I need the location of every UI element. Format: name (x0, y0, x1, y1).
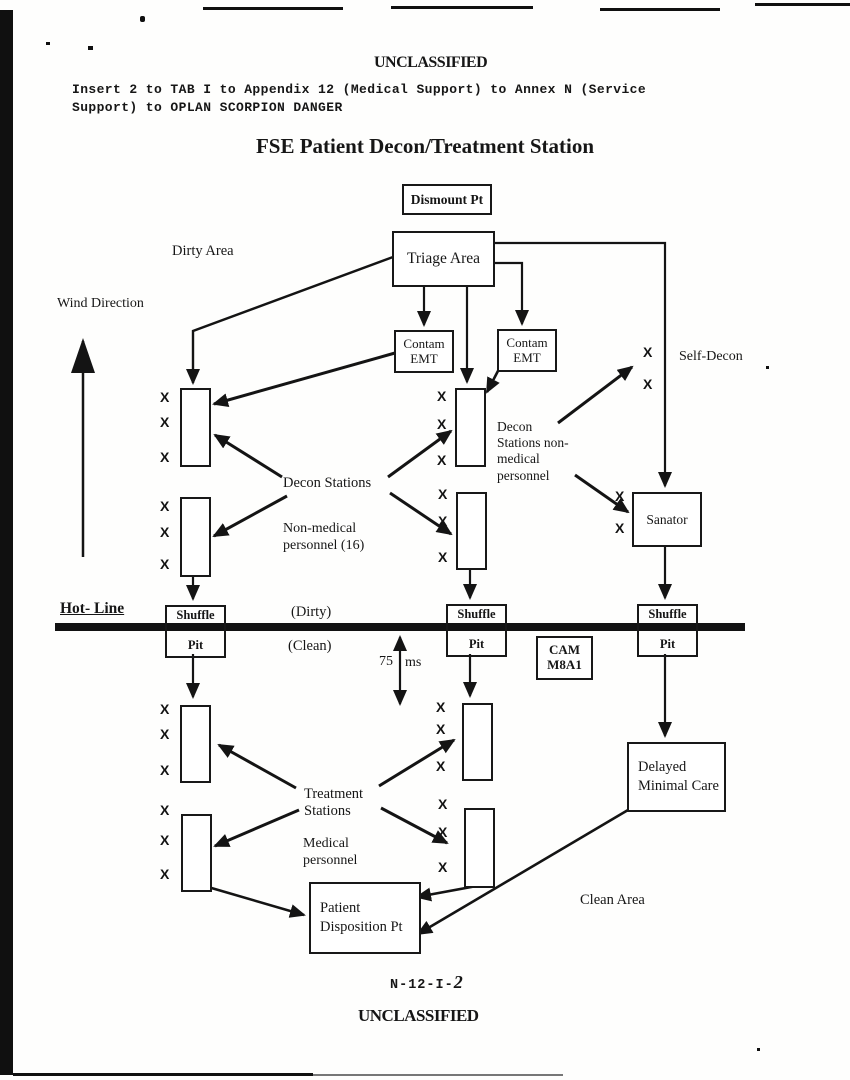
medical-personnel-label: Medical personnel (303, 836, 358, 868)
non-medical-personnel-label: Non-medical personnel (16) (283, 521, 365, 553)
pit-label: Pit (659, 637, 676, 651)
scan-top-dash (755, 3, 850, 6)
arrow-treatment-to-disposition (208, 887, 304, 915)
page-number-prefix: N-12-I- (390, 978, 454, 993)
hot-line-label: Hot- Line (60, 600, 125, 617)
page-number-suffix: 2 (453, 972, 464, 992)
x-mark: X (160, 449, 170, 465)
dismount-pt-label: Dismount Pt (410, 191, 484, 207)
x-mark: X (160, 524, 170, 540)
wind-direction-label: Wind Direction (57, 296, 144, 311)
x-mark: X (160, 866, 170, 882)
cam-label: CAM (548, 642, 581, 658)
decon-station-left-top (180, 388, 211, 467)
x-mark: X (160, 556, 170, 572)
treatment-station-left-top (180, 705, 211, 783)
arrow-nonmed-to-selfdecon (558, 367, 632, 423)
x-mark: X (436, 721, 446, 737)
shuffle-pit-middle (446, 604, 507, 657)
page-number (390, 972, 464, 994)
arrow-treatlabel-to-left-bottom (215, 810, 299, 846)
patient-disposition-label: Patient Disposition Pt (320, 900, 403, 935)
sanator-label: Sanator (646, 511, 688, 527)
decon-non-medical-label: Decon Stations non-medical personnel (497, 419, 569, 483)
triage-area-box (392, 231, 495, 287)
sanator-box (632, 492, 702, 547)
x-mark: X (160, 832, 170, 848)
scan-top-dash (203, 7, 343, 10)
clean-area-label: Clean Area (580, 892, 645, 908)
arrow-deconlabel-to-left-bottom (214, 496, 287, 536)
m8a1-label: M8A1 (547, 657, 582, 672)
x-mark: X (437, 388, 447, 404)
scan-top-dash (600, 8, 720, 11)
pit-label: Pit (187, 638, 204, 652)
distance-value: 75 (379, 654, 393, 669)
x-mark: X (438, 549, 448, 565)
arrow-delayed-to-disposition (418, 810, 628, 934)
treatment-station-mid-top (462, 703, 493, 781)
contam-emt-box-left (394, 330, 454, 373)
distance-unit: ms (405, 655, 422, 670)
x-mark: X (438, 859, 448, 875)
scan-top-dash (391, 6, 533, 9)
x-mark: X (160, 389, 170, 405)
x-mark: X (160, 701, 170, 717)
page-title: FSE Patient Decon/Treatment Station (255, 134, 595, 158)
contam-emt-label: Contam EMT (506, 334, 548, 365)
arrow-triage-to-left-decon (193, 257, 393, 383)
cam-m8a1-box (536, 636, 593, 680)
x-mark: X (438, 486, 448, 502)
decon-stations-label: Decon Stations (283, 475, 372, 491)
triage-area-label: Triage Area (406, 250, 481, 268)
x-mark: X (615, 488, 625, 504)
scan-speck (88, 46, 93, 50)
treatment-stations-label: Treatment Stations (304, 786, 364, 820)
shuffle-pit-right (637, 604, 698, 657)
dirty-side-label: (Dirty) (291, 604, 332, 620)
self-decon-label: Self-Decon (679, 349, 743, 364)
x-mark: X (437, 452, 447, 468)
clean-side-label: (Clean) (288, 638, 332, 654)
scan-speck (766, 366, 769, 369)
classification-banner-bottom: UNCLASSIFIED (358, 1006, 479, 1025)
scan-bottom-line (313, 1074, 563, 1076)
arrow-treatlabel-to-left-top (219, 745, 296, 788)
delayed-minimal-care-label: Delayed Minimal Care (638, 759, 719, 794)
shuffle-label: Shuffle (648, 607, 687, 621)
document-reference-line1: Insert 2 to TAB I to Appendix 12 (Medical Support) to Annex N (Service (72, 82, 647, 97)
x-mark: X (160, 726, 170, 742)
scan-speck (140, 16, 145, 22)
document-reference-line2: Support) to OPLAN SCORPION DANGER (72, 100, 343, 115)
scan-left-bar (0, 10, 13, 1075)
shuffle-label: Shuffle (457, 607, 496, 621)
dirty-area-label: Dirty Area (172, 243, 234, 259)
delayed-minimal-care-box (627, 742, 726, 812)
classification-banner-top: UNCLASSIFIED (374, 54, 488, 71)
x-mark: X (436, 758, 446, 774)
x-mark: X (437, 416, 447, 432)
x-mark: X (436, 699, 446, 715)
treatment-station-mid-bottom (464, 808, 495, 888)
x-mark: X (438, 513, 448, 529)
x-mark: X (160, 762, 170, 778)
arrow-contam-left-to-left-decon (214, 353, 395, 404)
decon-station-mid-bottom (456, 492, 487, 570)
x-mark: X (643, 344, 653, 360)
shuffle-pit-left (165, 605, 226, 658)
decon-station-left-bottom (180, 497, 211, 577)
shuffle-label: Shuffle (176, 608, 215, 622)
x-mark: X (438, 824, 448, 840)
scan-bottom-line (13, 1073, 313, 1076)
x-mark: X (160, 802, 170, 818)
scan-speck (46, 42, 50, 45)
decon-station-mid-top (455, 388, 486, 467)
patient-disposition-box (309, 882, 421, 954)
arrow-triage-to-contam-right (491, 263, 522, 324)
dismount-pt-box (402, 184, 492, 215)
x-mark: X (160, 414, 170, 430)
x-mark: X (615, 520, 625, 536)
scan-speck (757, 1048, 760, 1051)
pit-label: Pit (468, 637, 485, 651)
x-mark: X (160, 498, 170, 514)
arrow-contam-right-to-mid-decon (487, 369, 499, 392)
treatment-station-left-bottom (181, 814, 212, 892)
x-mark: X (643, 376, 653, 392)
contam-emt-label: Contam EMT (403, 335, 445, 366)
contam-emt-box-right (497, 329, 557, 372)
arrow-deconlabel-to-left-top (215, 435, 282, 477)
x-mark: X (438, 796, 448, 812)
